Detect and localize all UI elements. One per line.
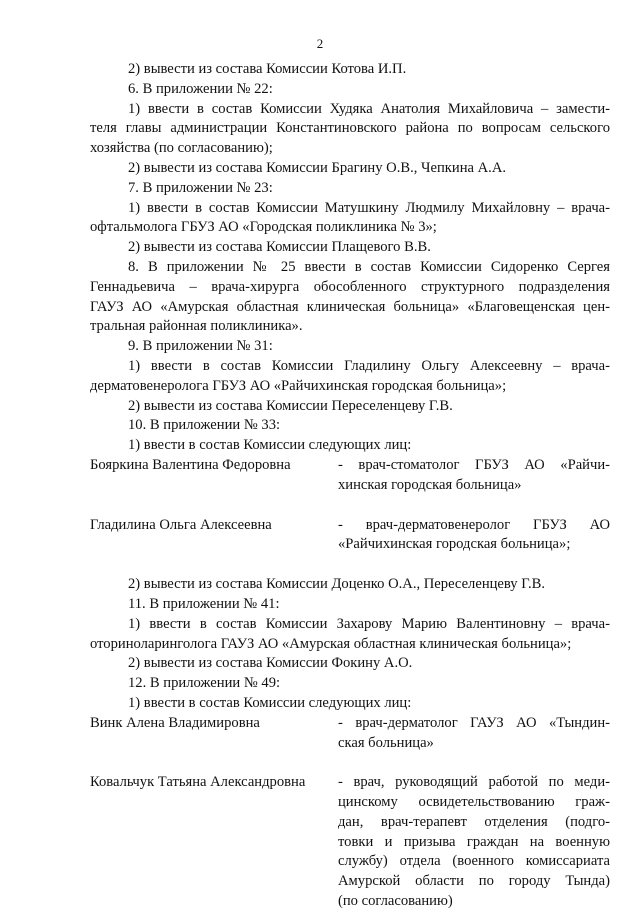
section-heading: 7. В приложении № 23: xyxy=(128,179,273,196)
text-line: Амурской области по городу Тында) xyxy=(338,873,610,890)
text-line: 1) ввести в состав Комиссии Худяка Анатолия Михайловича – замести- xyxy=(128,100,610,117)
text-line: 2) вывести из состава Комиссии Плащевого В.В. xyxy=(128,239,431,256)
document-body xyxy=(90,60,610,912)
section-heading: 9. В приложении № 31: xyxy=(128,338,273,355)
text-line: Геннадьевича – врача-хирурга обособленного структурного подразделения xyxy=(90,278,610,295)
text-line: 2) вывести из состава Комиссии Фокину А.О. xyxy=(128,655,413,672)
text-line: ская больница» xyxy=(338,734,434,751)
person-name: Винк Алена Владимировна xyxy=(90,714,260,731)
person-entry xyxy=(90,714,610,754)
text-line: 1) ввести в состав Комиссии следующих лиц: xyxy=(128,694,412,711)
text-line: 1) ввести в состав Комиссии следующих лиц: xyxy=(128,437,412,454)
spacer xyxy=(90,496,610,516)
text-line: - врач, руководящий работой по меди- xyxy=(338,774,610,791)
person-name: Бояркина Валентина Федоровна xyxy=(90,456,291,473)
section-heading: 10. В приложении № 33: xyxy=(128,417,281,434)
section-heading: 11. В приложении № 41: xyxy=(128,595,280,612)
person-entry xyxy=(90,516,610,556)
text-line: хозяйства (по согласованию); xyxy=(90,140,273,157)
paragraph xyxy=(90,199,610,239)
text-line: - врач-стоматолог ГБУЗ АО «Райчи- xyxy=(338,456,610,473)
text-line: «Райчихинская городская больница»; xyxy=(338,536,571,553)
paragraph xyxy=(90,357,610,397)
person-entry xyxy=(90,456,610,496)
person-name: Гладилина Ольга Алексеевна xyxy=(90,516,272,533)
text-line: дан, врач-терапевт отделения (подго- xyxy=(338,813,610,830)
section-heading: 6. В приложении № 22: xyxy=(128,80,273,97)
person-description xyxy=(338,516,610,556)
section-heading: 12. В приложении № 49: xyxy=(128,675,281,692)
person-entry xyxy=(90,773,610,912)
text-line: цинскому освидетельствованию граж- xyxy=(338,794,610,811)
text-line: хинская городская больница» xyxy=(338,476,522,493)
text-line: - врач-дерматолог ГАУЗ АО «Тындин- xyxy=(338,714,610,731)
page-number: 2 xyxy=(316,36,324,51)
text-line: дерматовенеролога ГБУЗ АО «Райчихинская городская больница»; xyxy=(90,377,507,394)
spacer xyxy=(90,555,610,575)
text-line: 1) ввести в состав Комиссии Матушкину Людмилу Михайловну – врача- xyxy=(128,199,610,216)
paragraph xyxy=(90,100,610,159)
person-description xyxy=(338,714,610,754)
person-description xyxy=(338,773,610,912)
text-line: 1) ввести в состав Комиссии Гладилину Ольгу Алексеевну – врача- xyxy=(128,357,610,374)
text-line: - врач-дерматовенеролог ГБУЗ АО xyxy=(338,516,610,533)
text-line: службу) отдела (военного комиссариата xyxy=(338,853,610,870)
text-line: оториноларинголога ГАУЗ АО «Амурская областная клиническая больница»; xyxy=(90,635,572,652)
person-description xyxy=(338,456,610,496)
person-name: Ковальчук Татьяна Александровна xyxy=(90,774,306,791)
text-line: 2) вывести из состава Комиссии Брагину О.В., Чепкина А.А. xyxy=(128,159,507,176)
text-line: теля главы администрации Константиновского района по вопросам сельского xyxy=(90,120,610,137)
text-line: 8. В приложении № 25 ввести в состав Комиссии Сидоренко Сергея xyxy=(128,258,610,275)
text-line: тральная районная поликлиника». xyxy=(90,318,303,335)
text-line: 2) вывести из состава Комиссии Котова И.П. xyxy=(128,61,407,77)
text-line: (по согласованию) xyxy=(338,893,453,910)
text-line: ГАУЗ АО «Амурская областная клиническая больница» «Благовещенская цен- xyxy=(90,298,610,315)
paragraph xyxy=(90,615,610,655)
text-line: 2) вывести из состава Комиссии Переселенцеву Г.В. xyxy=(128,397,453,414)
paragraph xyxy=(90,258,610,337)
text-line: офтальмолога ГБУЗ АО «Городская поликлиника № 3»; xyxy=(90,219,437,236)
text-line: 1) ввести в состав Комиссии Захарову Марию Валентиновну – врача- xyxy=(128,615,610,632)
text-line: товки и призыва граждан на военную xyxy=(338,833,610,850)
text-line: 2) вывести из состава Комиссии Доценко О.А., Переселенцеву Г.В. xyxy=(128,576,546,593)
spacer xyxy=(90,753,610,773)
